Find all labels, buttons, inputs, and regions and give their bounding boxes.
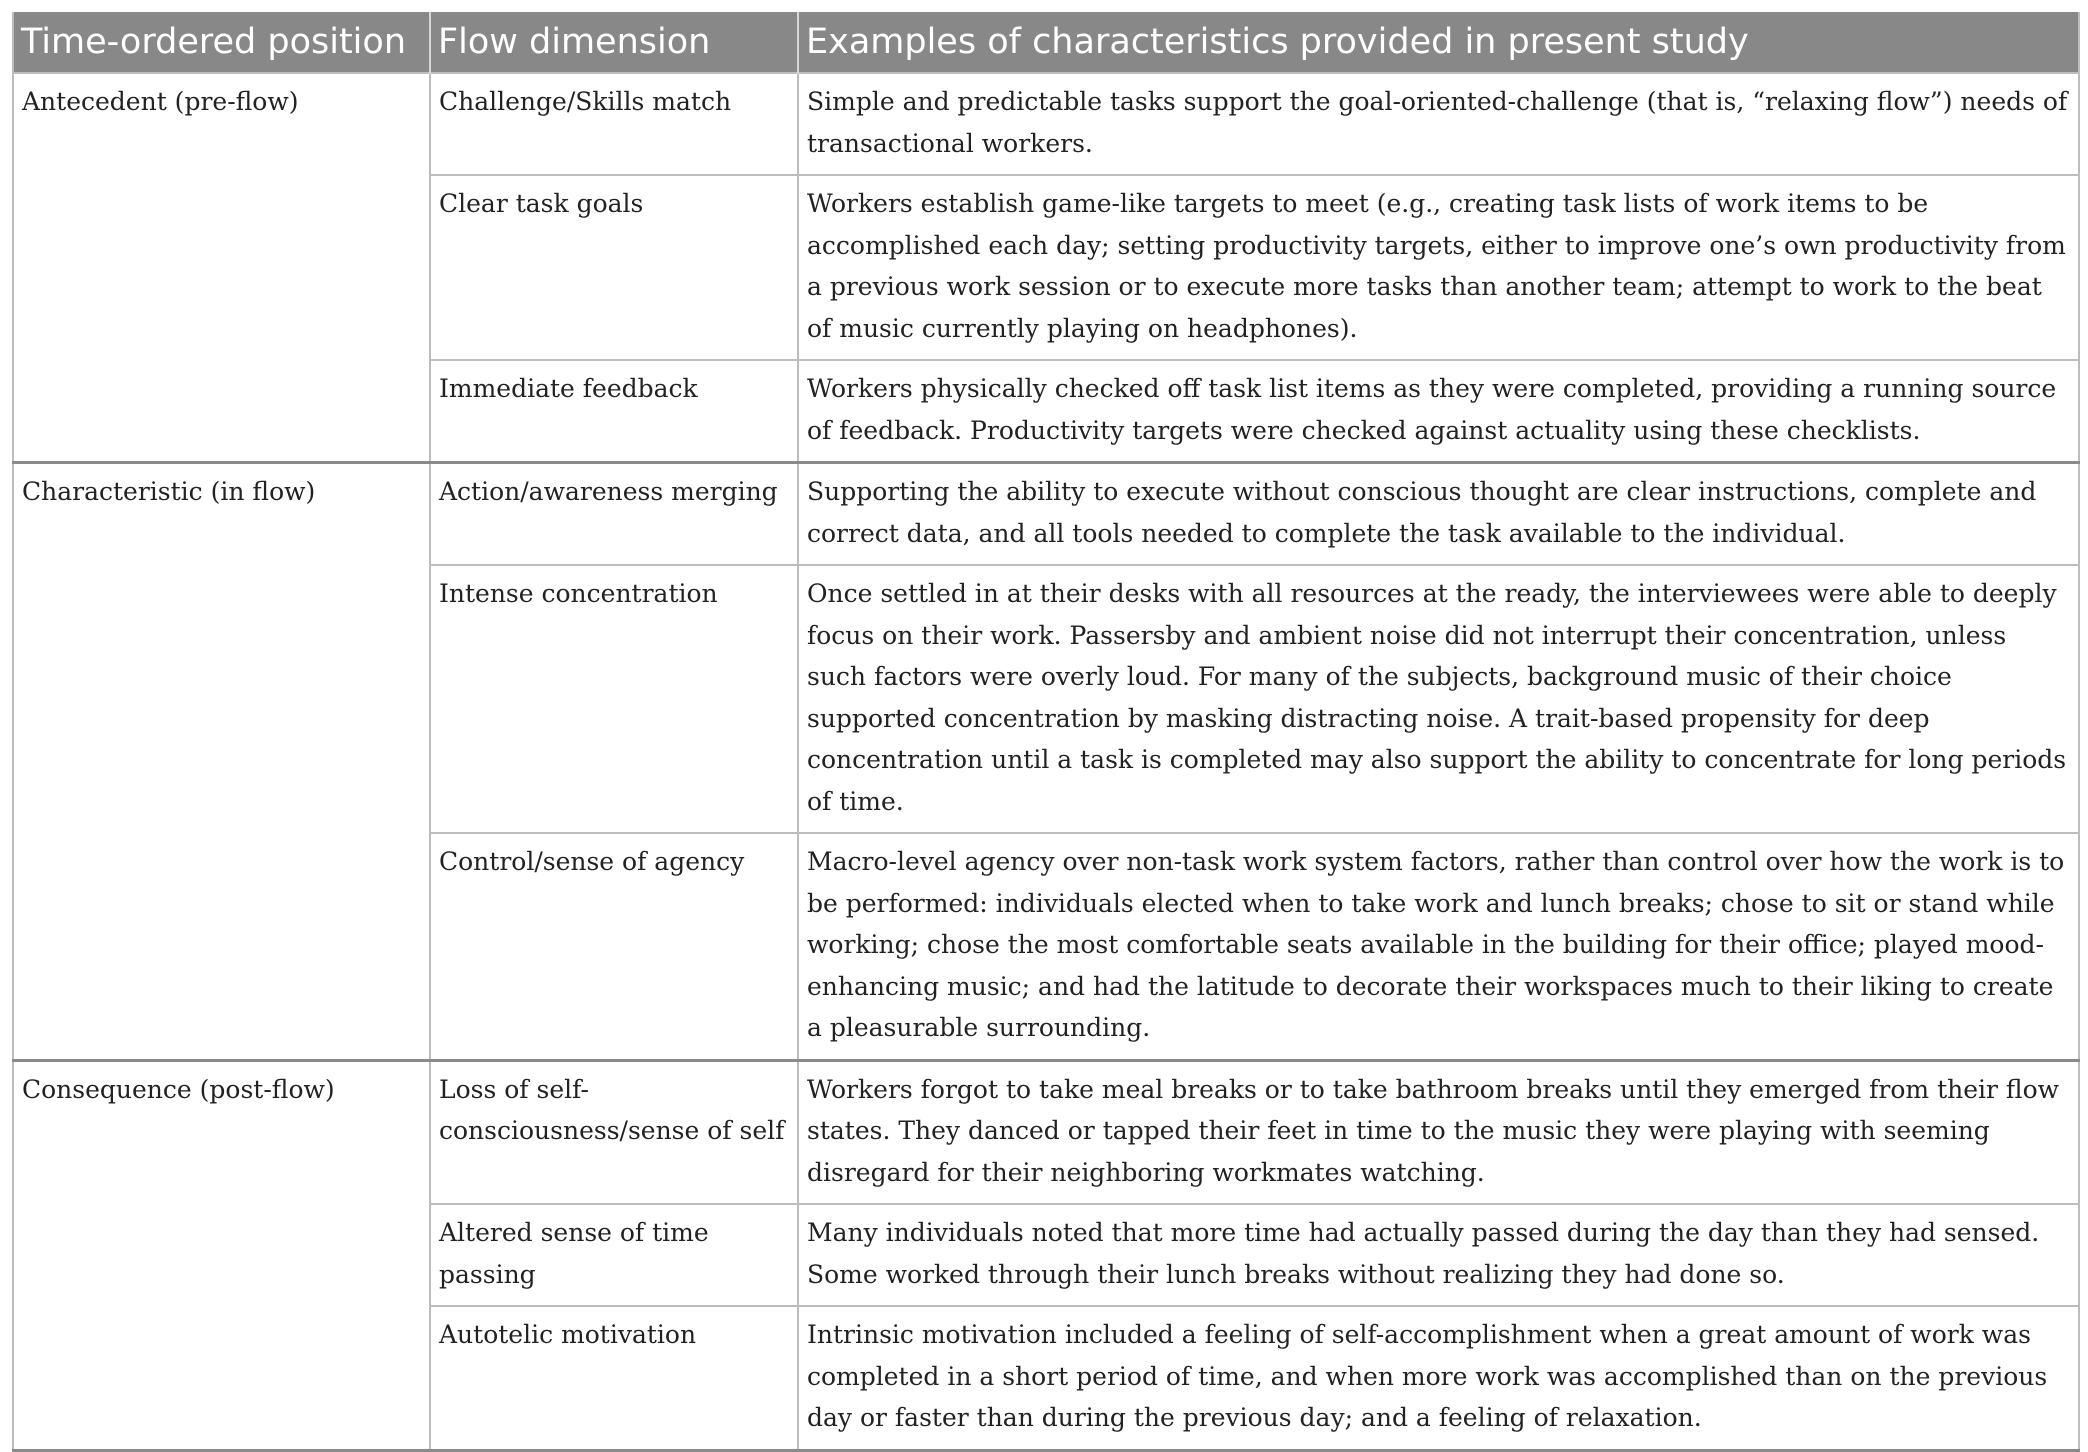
dimension-cell: Action/awareness merging xyxy=(430,463,798,566)
flow-table-container xyxy=(12,12,2078,1452)
example-cell: Supporting the ability to execute without conscious thought are clear instructions, complete and correct data, and all tools needed to complete the task available to the individual. xyxy=(798,463,2079,566)
position-cell: Antecedent (pre-flow) xyxy=(13,73,430,463)
table-row xyxy=(13,463,2079,566)
header-time-ordered-position: Time-ordered position xyxy=(13,12,430,73)
flow-characteristics-table xyxy=(12,12,2080,1452)
example-cell: Intrinsic motivation included a feeling of self-accomplishment when a great amount of work was completed in a short period of time, and when more work was accomplished than on the previous day or faster than during the previous day; and a feeling of relaxation. xyxy=(798,1306,2079,1450)
dimension-cell: Altered sense of time passing xyxy=(430,1204,798,1306)
position-cell: Characteristic (in flow) xyxy=(13,463,430,1061)
dimension-cell: Control/sense of agency xyxy=(430,833,798,1060)
example-cell: Once settled in at their desks with all resources at the ready, the interviewees were able to deeply focus on their work. Passersby and ambient noise did not interrupt their concentration, unless such factors were overly loud. For many of the subjects, background music of their choice supported concentration by masking distracting noise. A trait-based propensity for deep concentration until a task is completed may also support the ability to concentrate for long periods of time. xyxy=(798,565,2079,833)
header-flow-dimension: Flow dimension xyxy=(430,12,798,73)
example-cell: Workers establish game-like targets to meet (e.g., creating task lists of work items to be accomplished each day; setting productivity targets, either to improve one’s own productivity from a previous work session or to execute more tasks than another team; attempt to work to the beat of music currently playing on headphones). xyxy=(798,175,2079,360)
example-cell: Macro-level agency over non-task work system factors, rather than control over how the work is to be performed: individuals elected when to take work and lunch breaks; chose to sit or stand while working; chose the most comfortable seats available in the building for their office; played mood-enhancing music; and had the latitude to decorate their workspaces much to their liking to create a pleasurable surrounding. xyxy=(798,833,2079,1060)
dimension-cell: Clear task goals xyxy=(430,175,798,360)
position-cell: Consequence (post-flow) xyxy=(13,1060,430,1450)
example-cell: Many individuals noted that more time had actually passed during the day than they had sensed. Some worked through their lunch breaks without realizing they had done so. xyxy=(798,1204,2079,1306)
dimension-cell: Autotelic motivation xyxy=(430,1306,798,1450)
dimension-cell: Challenge/Skills match xyxy=(430,73,798,175)
dimension-cell: Intense concentration xyxy=(430,565,798,833)
example-cell: Simple and predictable tasks support the goal-oriented-challenge (that is, “relaxing flow”) needs of transactional workers. xyxy=(798,73,2079,175)
dimension-cell: Immediate feedback xyxy=(430,360,798,463)
example-cell: Workers forgot to take meal breaks or to take bathroom breaks until they emerged from their flow states. They danced or tapped their feet in time to the music they were playing with seeming disregard for their neighboring workmates watching. xyxy=(798,1060,2079,1204)
table-row xyxy=(13,73,2079,175)
table-row xyxy=(13,1060,2079,1204)
table-header-row xyxy=(13,12,2079,73)
header-examples: Examples of characteristics provided in present study xyxy=(798,12,2079,73)
example-cell: Workers physically checked off task list items as they were completed, providing a running source of feedback. Productivity targets were checked against actuality using these checklists. xyxy=(798,360,2079,463)
dimension-cell: Loss of self-consciousness/sense of self xyxy=(430,1060,798,1204)
